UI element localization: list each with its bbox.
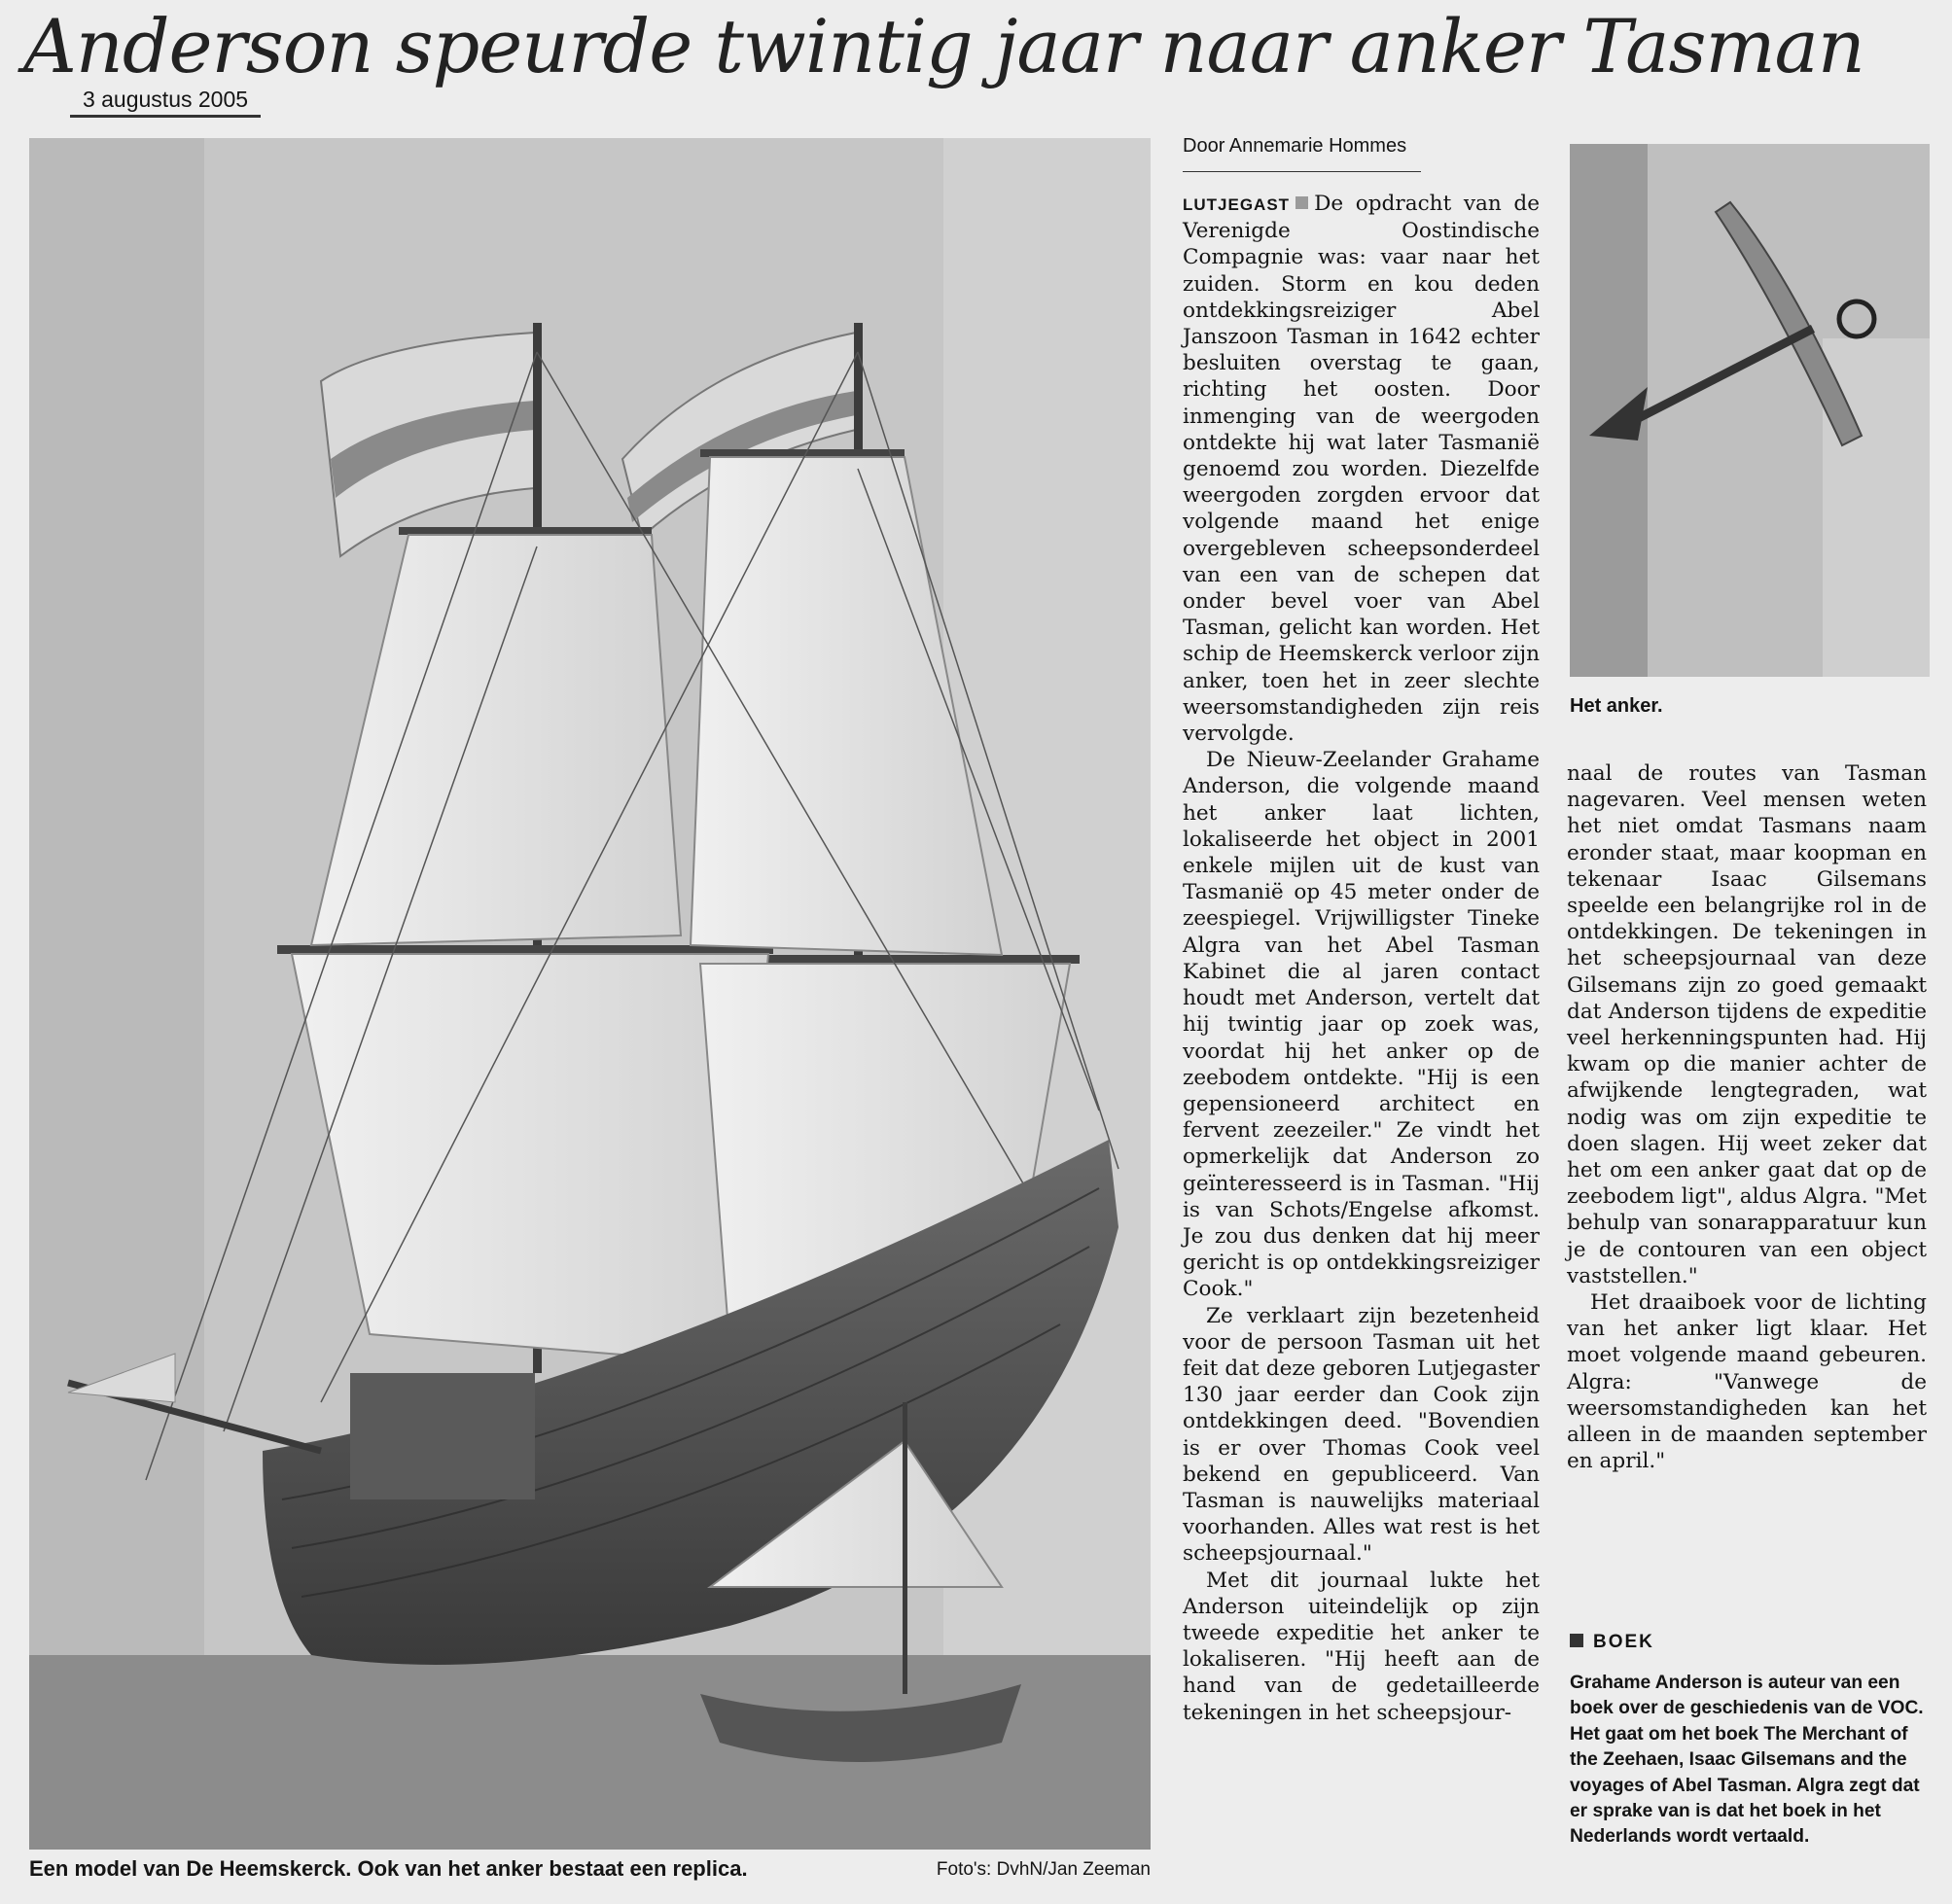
article-paragraph-3: Ze verklaart zijn bezetenheid voor de persoon Tasman uit het feit dat deze geboren Lutjegaster 130 jaar eerder dan Cook zijn ontdekkingen deed. "Bovendien is er over Thomas Cook veel bekend en gepubliceerd. Van Tasman is nauwelijks materiaal voorhanden. Alles wat rest is het scheepsjournaal." [1183, 1303, 1540, 1567]
dateline-square-icon [1295, 196, 1308, 209]
article-paragraph-4: Met dit journaal lukte het Anderson uiteindelijk op zijn tweede expeditie het anker te lokaliseren. "Hij heeft aan de hand van de gedetailleerde tekeningen in het scheepsjour- [1183, 1568, 1540, 1725]
sidebar-text: Grahame Anderson is auteur van een boek over de geschiedenis van de VOC. Het gaat om het boek The Merchant of the Zeehaen, Isaac Gilsemans and the voyages of Abel Tasman. Algra zegt dat er sprake van is dat het boek in het Nederlands wordt vertaald. [1570, 1673, 1924, 1848]
sidebar-heading [1570, 1630, 1930, 1655]
article-paragraph-2: De Nieuw-Zeelander Grahame Anderson, die volgende maand het anker laat lichten, lokaliseerde het object in 2001 enkele mijlen uit de kust van Tasmanië op 45 meter onder de zeespiegel. Vrijwilligster Tineke Algra van het Abel Tasman Kabinet die al jaren contact houdt met Anderson, vertelt dat hij twintig jaar op zoek was, voordat hij het anker op de zeebodem ontdekte. "Hij is een gepensioneerd architect en fervent zeezeiler." Ze vindt het opmerkelijk dat Anderson zo geïnteresseerd is in Tasman. "Hij is van Schots/Engelse afkomst. Je zou dus denken dat hij meer gericht is op ontdekkingsreiziger Cook." [1183, 748, 1540, 1302]
byline: Door Annemarie Hommes [1183, 132, 1421, 172]
article-paragraph-1 [1183, 191, 1540, 747]
dateline: LUTJEGAST [1183, 195, 1291, 214]
anchor-illustration [1570, 144, 1930, 677]
article-column-2 [1567, 760, 1927, 1474]
heading-square-icon [1570, 1634, 1583, 1647]
publication-date: 3 augustus 2005 [70, 86, 261, 118]
headline: Anderson speurde twintig jaar naar anker Tasman [23, 3, 1864, 89]
article-paragraph-6: Het draaiboek voor de lichting van het anker ligt klaar. Het moet volgende maand gebeuren. Algra: "Vanwege de weersomstandigheden kan het alleen in de maanden september en april." [1567, 1290, 1927, 1474]
ship-model-illustration [29, 138, 1151, 1850]
ship-model-photo [29, 138, 1151, 1850]
anchor-photo [1570, 144, 1930, 677]
photo-credit: Foto's: DvhN/Jan Zeeman [936, 1859, 1151, 1880]
article-column-1 [1183, 191, 1540, 1726]
paragraph-1-text: De opdracht van de Verenigde Oostindische Compagnie was: vaar naar het zuiden. Storm en kou deden ontdekkingsreiziger Abel Janszoon Tasman in 1642 echter besluiten overstag te gaan, richting het oosten. Door inmenging van de weergoden ontdekte hij wat later Tasmanië genoemd zou worden. Diezelfde weergoden zorgden ervoor dat volgende maand het enige overgebleven scheepsonderdeel van een van de schepen dat onder bevel voer van Abel Tasman, gelicht kan worden. Het schip de Heemskerck verloor zijn anker, toen het in zeer slechte weersomstandigheden zijn reis vervolgde. [1183, 192, 1540, 747]
sidebar-heading-text: BOEK [1593, 1632, 1654, 1652]
anchor-photo-caption: Het anker. [1570, 695, 1663, 717]
article-paragraph-5: naal de routes van Tasman nagevaren. Veel mensen weten het niet omdat Tasmans naam eronder staat, maar koopman en tekenaar Isaac Gilsemans speelde een belangrijke rol in de ontdekkingen. De tekeningen in het scheepsjournaal van deze Gilsemans zijn zo goed gemaakt dat Anderson tijdens de expeditie veel herkenningspunten had. Hij kwam op die manier achter de afwijkende lengtegraden, wat nodig was om zijn expeditie te doen slagen. Hij weet zeker dat het om een anker gaat dat op de zeebodem ligt", aldus Algra. "Met behulp van sonarapparatuur kun je de contouren van een object vaststellen." [1567, 761, 1927, 1288]
ship-photo-caption: Een model van De Heemskerck. Ook van het anker bestaat een replica. [29, 1856, 748, 1881]
